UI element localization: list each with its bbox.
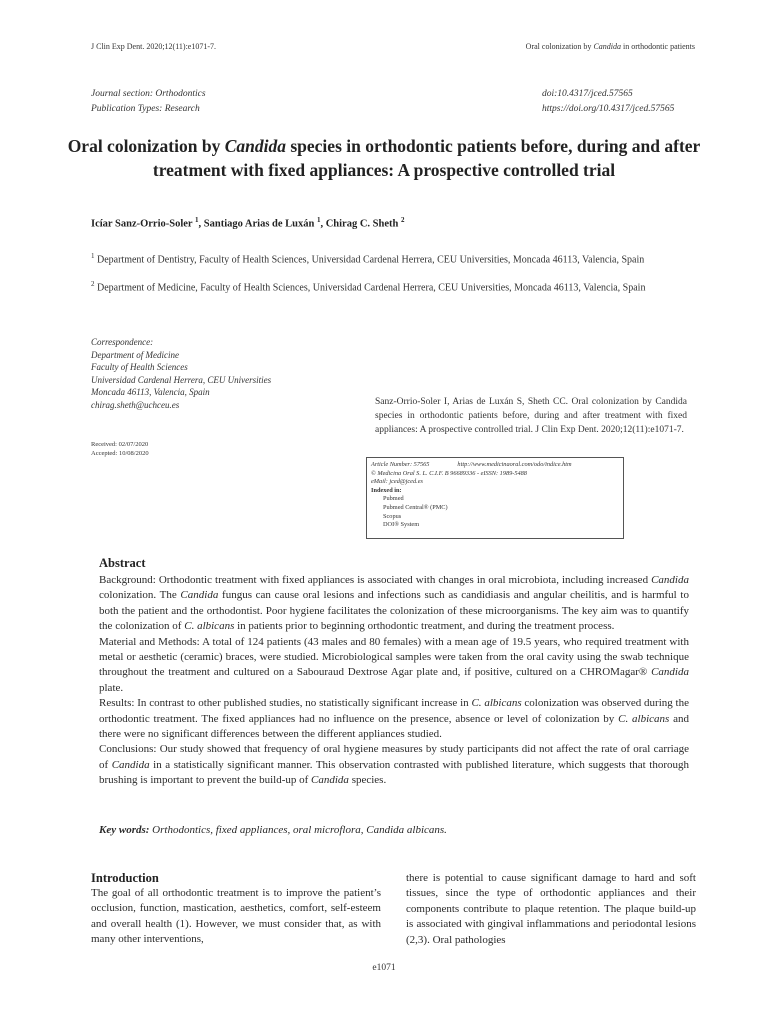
indexed-label: Indexed in:: [371, 486, 402, 494]
abstract-heading: Abstract: [99, 556, 146, 570]
paper-title: Oral colonization by Candida species in orthodontic patients before, during and after treatment with fixed appliances: A prospective controlled trial: [67, 136, 701, 180]
accepted-date: Accepted: 10/08/2020: [91, 450, 149, 457]
doi: doi:10.4317/jced.57565: [542, 89, 633, 99]
running-header-left: J Clin Exp Dent. 2020;12(11):e1071-7.: [91, 42, 217, 51]
affiliation-2: $^2$ Department of Medicine, Faculty of Health Sciences, Universidad Cardenal Herrera, CEU Universities, Moncada 46113, Valencia, Spain: [91, 280, 646, 294]
journal-url[interactable]: http://www.medicinaoral.com/odo/indice.htm: [457, 461, 572, 468]
index-item: Scopus: [383, 512, 402, 520]
box-email[interactable]: eMail: jced@jced.es: [371, 478, 423, 486]
introduction-heading: Introduction: [91, 871, 159, 885]
index-item: Pubmed: [383, 495, 404, 503]
correspondence-line: Department of Medicine: [91, 349, 179, 360]
keywords: [99, 824, 447, 836]
abstract-methods: Material and Methods: A total of 124 patients (43 males and 80 females) with a mean age of 19.5 years, who required treatment with metal or aesthetic (ceramic) braces, were studied. Microbiological samples were taken from the oral cavity using the swab technique throughout the treatment and cultured on a Sabouraud Dextrose Agar plate and, if positive, cultured on a CHROMagar® Candida plate.: [99, 635, 689, 694]
keywords-label: Key words:: [99, 824, 150, 836]
correspondence-line: Faculty of Health Sciences: [91, 362, 188, 372]
doi-link[interactable]: https://doi.org/10.4317/jced.57565: [542, 104, 675, 114]
doi-block: [542, 87, 674, 117]
abstract-conclusions: Conclusions: Our study showed that frequency of oral hygiene measures by study participants did not affect the rate of oral carriage of Candida in a statistically significant manner. This observation contrasted with published literature, which suggests that thorough brushing is important to prevent the build-up of Candida species.: [99, 743, 689, 787]
intro-column-2: there is potential to cause significant damage to hard and soft tissues, since the type of orthodontic appliances and their components contribute to plaque retention. The plaque build-up is associated with gingival inflammations and periodontal lesions (2,3). Oral pathologies: [406, 872, 696, 946]
correspondence-line: Moncada 46113, Valencia, Spain: [91, 387, 210, 397]
publication-type: Publication Types: Research: [91, 104, 200, 114]
abstract-results: Results: In contrast to other published studies, no statistically significant increase in C. albicans colonization was observed during the orthodontic treatment. The fixed appliances had no influence on the presence, absence or level of colonization by C. albicans and there were no significant differences between the different appliances studied.: [99, 697, 689, 741]
keywords-text: Orthodontics, fixed appliances, oral microflora, Candida albicans.: [149, 824, 447, 836]
abstract-body: [99, 573, 689, 789]
page-number: e1071: [372, 963, 396, 973]
intro-column-1: The goal of all orthodontic treatment is to improve the patient’s occlusion, function, mastication, aesthetics, comfort, self-esteem and overall health (1). However, we must consider that, as with many other interventions,: [91, 887, 381, 946]
correspondence-label: Correspondence:: [91, 337, 154, 347]
affiliation-1: $^1$ Department of Dentistry, Faculty of Health Sciences, Universidad Cardenal Herrera, CEU Universities, Moncada 46113, Valencia, Spain: [91, 252, 645, 266]
article-info-box: [366, 457, 624, 539]
citation: Sanz-Orrio-Soler I, Arias de Luxán S, Sheth CC. Oral colonization by Candida species in orthodontic patients before, during and after treatment with fixed appliances: A prospective controlled trial. J Clin Exp Dent. 2020;12(11):e1071-7.: [375, 397, 687, 435]
author-list: Icíar Sanz-Orrio-Soler $^1$, Santiago Arias de Luxán $^1$, Chirag C. Sheth $^2$: [91, 216, 405, 230]
correspondence-email[interactable]: chirag.sheth@uchceu.es: [91, 399, 180, 410]
index-item: DOI® System: [383, 521, 420, 529]
correspondence-line: Universidad Cardenal Herrera, CEU Universities: [91, 374, 272, 385]
received-date: Received: 02/07/2020: [91, 441, 149, 448]
correspondence: [91, 336, 271, 411]
dates: [91, 440, 149, 458]
abstract-background: Background: Orthodontic treatment with fixed appliances is associated with changes in oral microbiota, including increased Candida colonization. The Candida fungus can cause oral lesions and infections such as candidiasis and angular cheilitis, and is harmful to both the patient and the orthodontist. Poor hygiene facilitates the colonization of these microorganisms. The key aim was to quantify the colonization of C. albicans in patients prior to beginning orthodontic treatment, and during the treatment process.: [99, 574, 689, 633]
index-item: Pubmed Central® (PMC): [383, 503, 448, 511]
copyright: © Medicina Oral S. L. C.I.F. B 96689336 - eISSN: 1989-5488: [371, 469, 527, 477]
running-header-right: Oral colonization by Candida in orthodontic patients: [525, 42, 695, 51]
article-number-row: Article Number: 57565 http://www.medicinaoral.com/odo/indice.htm: [371, 461, 572, 468]
journal-meta: [91, 87, 206, 117]
journal-section: Journal section: Orthodontics: [91, 89, 206, 99]
